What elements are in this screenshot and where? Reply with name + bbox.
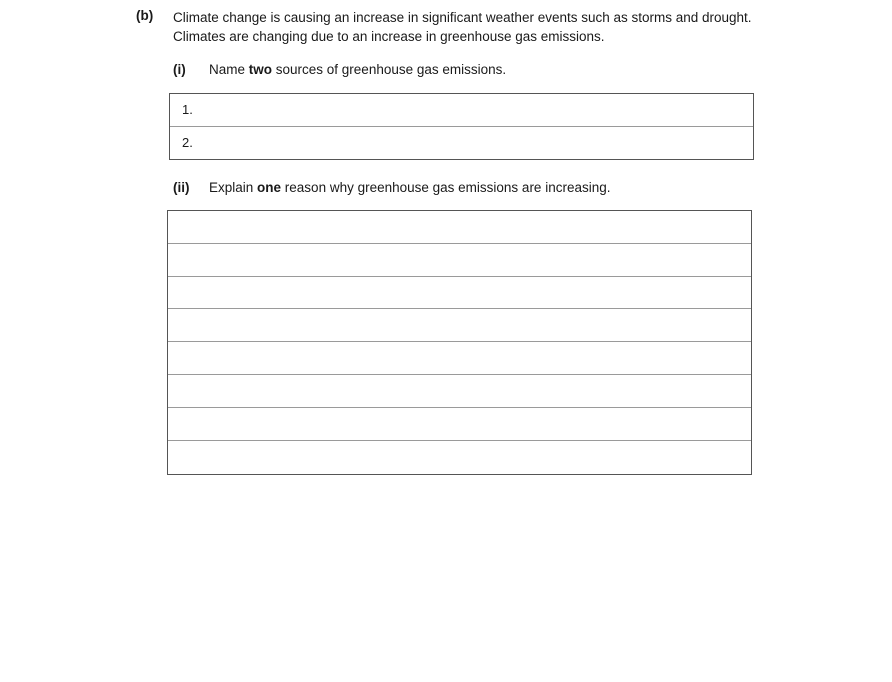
sub-question-i-text bbox=[209, 62, 506, 77]
answer-line[interactable] bbox=[168, 375, 751, 408]
sub-question-ii-emphasis: one bbox=[257, 180, 282, 195]
sub-question-ii-text-end: reason why greenhouse gas emissions are increasing. bbox=[281, 180, 611, 195]
sub-question-i-label: (i) bbox=[173, 62, 186, 77]
sub-question-ii-label: (ii) bbox=[173, 180, 190, 195]
question-stem: Climate change is causing an increase in significant weather events such as storms and drought. Climates are changing due to an increase in greenhouse gas emissions. bbox=[173, 10, 752, 44]
answer-line[interactable] bbox=[168, 244, 751, 277]
answer-line-number: 1. bbox=[182, 102, 193, 118]
answer-line-number: 2. bbox=[182, 135, 193, 151]
answer-line[interactable] bbox=[168, 342, 751, 375]
answer-box-ii bbox=[167, 210, 752, 475]
answer-line[interactable] bbox=[168, 277, 751, 310]
answer-box-i bbox=[169, 93, 754, 160]
answer-line[interactable] bbox=[168, 408, 751, 441]
sub-question-ii-text-start: Explain bbox=[209, 180, 258, 195]
sub-question-i-emphasis: two bbox=[248, 62, 273, 77]
answer-line[interactable] bbox=[168, 309, 751, 342]
answer-line[interactable] bbox=[168, 441, 751, 474]
sub-question-ii-text bbox=[209, 180, 610, 195]
sub-question-i-text-start: Name bbox=[209, 62, 249, 77]
answer-line-2[interactable] bbox=[170, 127, 753, 160]
answer-line-1[interactable] bbox=[170, 94, 753, 127]
part-label: (b) bbox=[136, 8, 154, 23]
answer-line[interactable] bbox=[168, 211, 751, 244]
sub-question-i-text-end: sources of greenhouse gas emissions. bbox=[272, 62, 507, 77]
